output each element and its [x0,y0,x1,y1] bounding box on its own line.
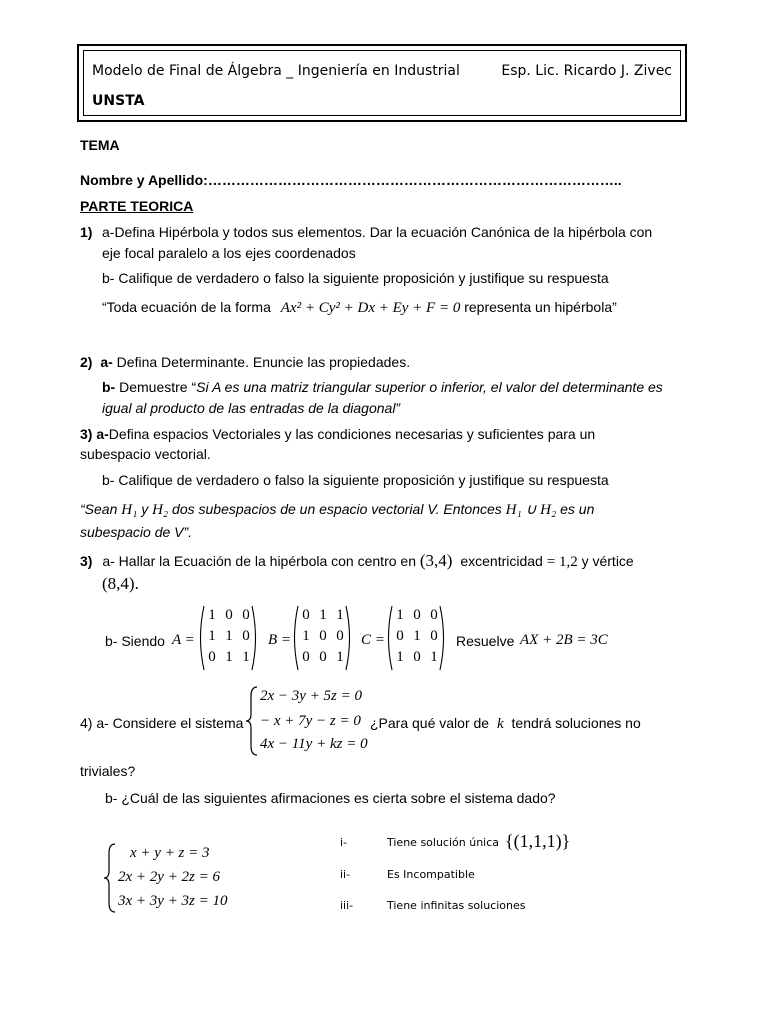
header-author: Esp. Lic. Ricardo J. Zivec [501,63,672,79]
matrix-B [290,605,354,671]
q2-b-text: Demuestre “ [115,379,197,395]
matA-cell: 1 [208,628,216,644]
matC-cell: 0 [413,649,421,665]
q3a-quote-y: y [137,501,153,517]
q4b-eq1: x + y + z = 3 [130,845,210,861]
q3a-h1: H₁ [121,502,138,518]
option-i-num: i- [340,836,348,849]
q3b-A-label: A = [172,632,195,648]
q3b-exc-text: excentricidad [460,553,543,569]
q4-a-text: 4) a- Considere el sistema [80,715,244,731]
parte-teorica-heading: PARTE TEORICA [80,198,194,214]
q4-eq2: − x + 7y − z = 0 [260,713,361,729]
q4-question-end: tendrá soluciones no [511,715,641,731]
q2-number: 2) [80,354,93,370]
q3a-quote-mid: dos subespacios de un espacio vectorial V. Entonces [168,501,506,517]
q3b-vertex-val: (8,4) [102,574,135,593]
q2-a [80,354,410,370]
matB-cell: 1 [319,607,327,623]
q3b-resuelve: Resuelve [456,633,515,649]
matC-cell: 0 [430,628,438,644]
q3b-vertex [102,574,139,594]
q4-question-start: ¿Para qué valor de [370,715,490,731]
matB-cell: 1 [336,649,344,665]
tema-label: TEMA [80,137,120,153]
matrix-A [196,605,260,671]
nombre-field: Nombre y Apellido:…………………………………………………………………………….. [80,172,622,188]
matB-cell: 1 [336,607,344,623]
q3b-equation: AX + 2B = 3C [520,632,608,648]
q1-a-line1: a-Defina Hipérbola y todos sus elementos. Dar la ecuación Canónica de la hipérbola con [102,224,653,240]
matA-cell: 1 [208,607,216,623]
q4-triviales: triviales? [80,763,136,779]
q2-a-label: a- [100,354,113,370]
q3a-line2: subespacio vectorial. [80,446,211,462]
q1-quote-start: “Toda ecuación de la forma [102,299,271,315]
matC-cell: 1 [396,649,404,665]
q4-b-text: b- ¿Cuál de las siguientes afirmaciones es cierta sobre el sistema dado? [105,790,556,806]
header-inner-border [83,50,681,116]
q3a-line1 [80,426,595,442]
option-iii-num: iii- [340,899,354,912]
matB-cell: 0 [319,649,327,665]
q3a-quote-line1 [80,500,594,519]
q4-eq1: 2x − 3y + 5z = 0 [260,688,363,704]
q2-b-italic1: Si A es una matriz triangular superior o inferior, el valor del determinante es [196,379,663,395]
q1-equation: Ax² + Cy² + Dx + Ey + F = 0 [280,300,461,316]
q3a-label: 3) a- [80,426,109,442]
matB-cell: 1 [302,628,310,644]
option-ii-text: Es Incompatible [387,868,475,881]
q1-number: 1) [80,224,93,240]
q2-a-text: Defina Determinante. Enuncie las propiedades. [112,354,411,370]
q2-b [102,379,663,395]
q3a-quote-start: “Sean [80,501,122,517]
q3a-quote-end: es un [556,501,595,517]
matC-cell: 0 [430,607,438,623]
q4-question [370,715,641,733]
matA-cell: 1 [225,649,233,665]
q4-eq3: 4x − 11y + kz = 0 [260,736,368,752]
matC-cell: 0 [413,607,421,623]
q2-b-italic2: igual al producto de las entradas de la diagonal” [102,400,401,416]
q4-system-brace [245,686,259,756]
matB-cell: 0 [319,628,327,644]
option-ii-num: ii- [340,868,351,881]
matB-cell: 0 [302,649,310,665]
q3b-number: 3) [80,553,93,569]
matC-cell: 1 [413,628,421,644]
q3a-quote-line2: subespacio de V”. [80,524,193,540]
q3b-b-label: b- Siendo [105,633,165,649]
matrix-C [384,605,448,671]
q3a-h2: H₂ [152,502,169,518]
q3a-b: b- Califique de verdadero o falso la siguiente proposición y justifique su respuesta [102,472,609,488]
q2-b-label: b- [102,379,116,395]
q4b-system-brace [103,843,117,913]
q3b-a-text: a- Hallar la Ecuación de la hipérbola con centro en [102,553,416,569]
matB-cell: 0 [302,607,310,623]
option-i-text: Tiene solución única [387,836,500,849]
option-i-extra: {(1,1,1)} [505,831,571,851]
matA-cell: 0 [242,628,250,644]
option-iii-text: Tiene infinitas soluciones [387,899,526,912]
matA-cell: 0 [225,607,233,623]
q3b-vertex-text: y vértice [581,553,634,569]
matC-cell: 0 [396,628,404,644]
q3b-B-label: B = [268,632,292,648]
q4b-eq2: 2x + 2y + 2z = 6 [118,869,221,885]
matB-cell: 0 [336,628,344,644]
q3a-union: H₁ ∪ H₂ [505,502,557,518]
matC-cell: 1 [430,649,438,665]
q3b-exc-val: = 1,2 [546,554,578,570]
header-institution: UNSTA [92,93,145,109]
q4-k: k [496,716,504,732]
q1-quote-end: representa un hipérbola” [464,299,617,315]
matA-cell: 0 [242,607,250,623]
q1-b: b- Califique de verdadero o falso la siguiente proposición y justifique su respuesta [102,270,609,286]
q1-a-line2: eje focal paralelo a los ejes coordenados [102,245,356,261]
matA-cell: 0 [208,649,216,665]
q3b-center: (3,4) [419,551,453,570]
matA-cell: 1 [225,628,233,644]
q3b-vertex-dot: . [134,574,139,593]
matA-cell: 1 [242,649,250,665]
q3a-line1-text: Defina espacios Vectoriales y las condiciones necesarias y suficientes para un [108,426,596,442]
matC-cell: 1 [396,607,404,623]
q3b-a [80,551,634,571]
q3b-C-label: C = [361,632,385,648]
header-box [77,44,687,122]
q1-quote [102,299,617,317]
q4b-eq3: 3x + 3y + 3z = 10 [118,893,228,909]
header-title: Modelo de Final de Álgebra _ Ingeniería en Industrial [92,63,460,79]
